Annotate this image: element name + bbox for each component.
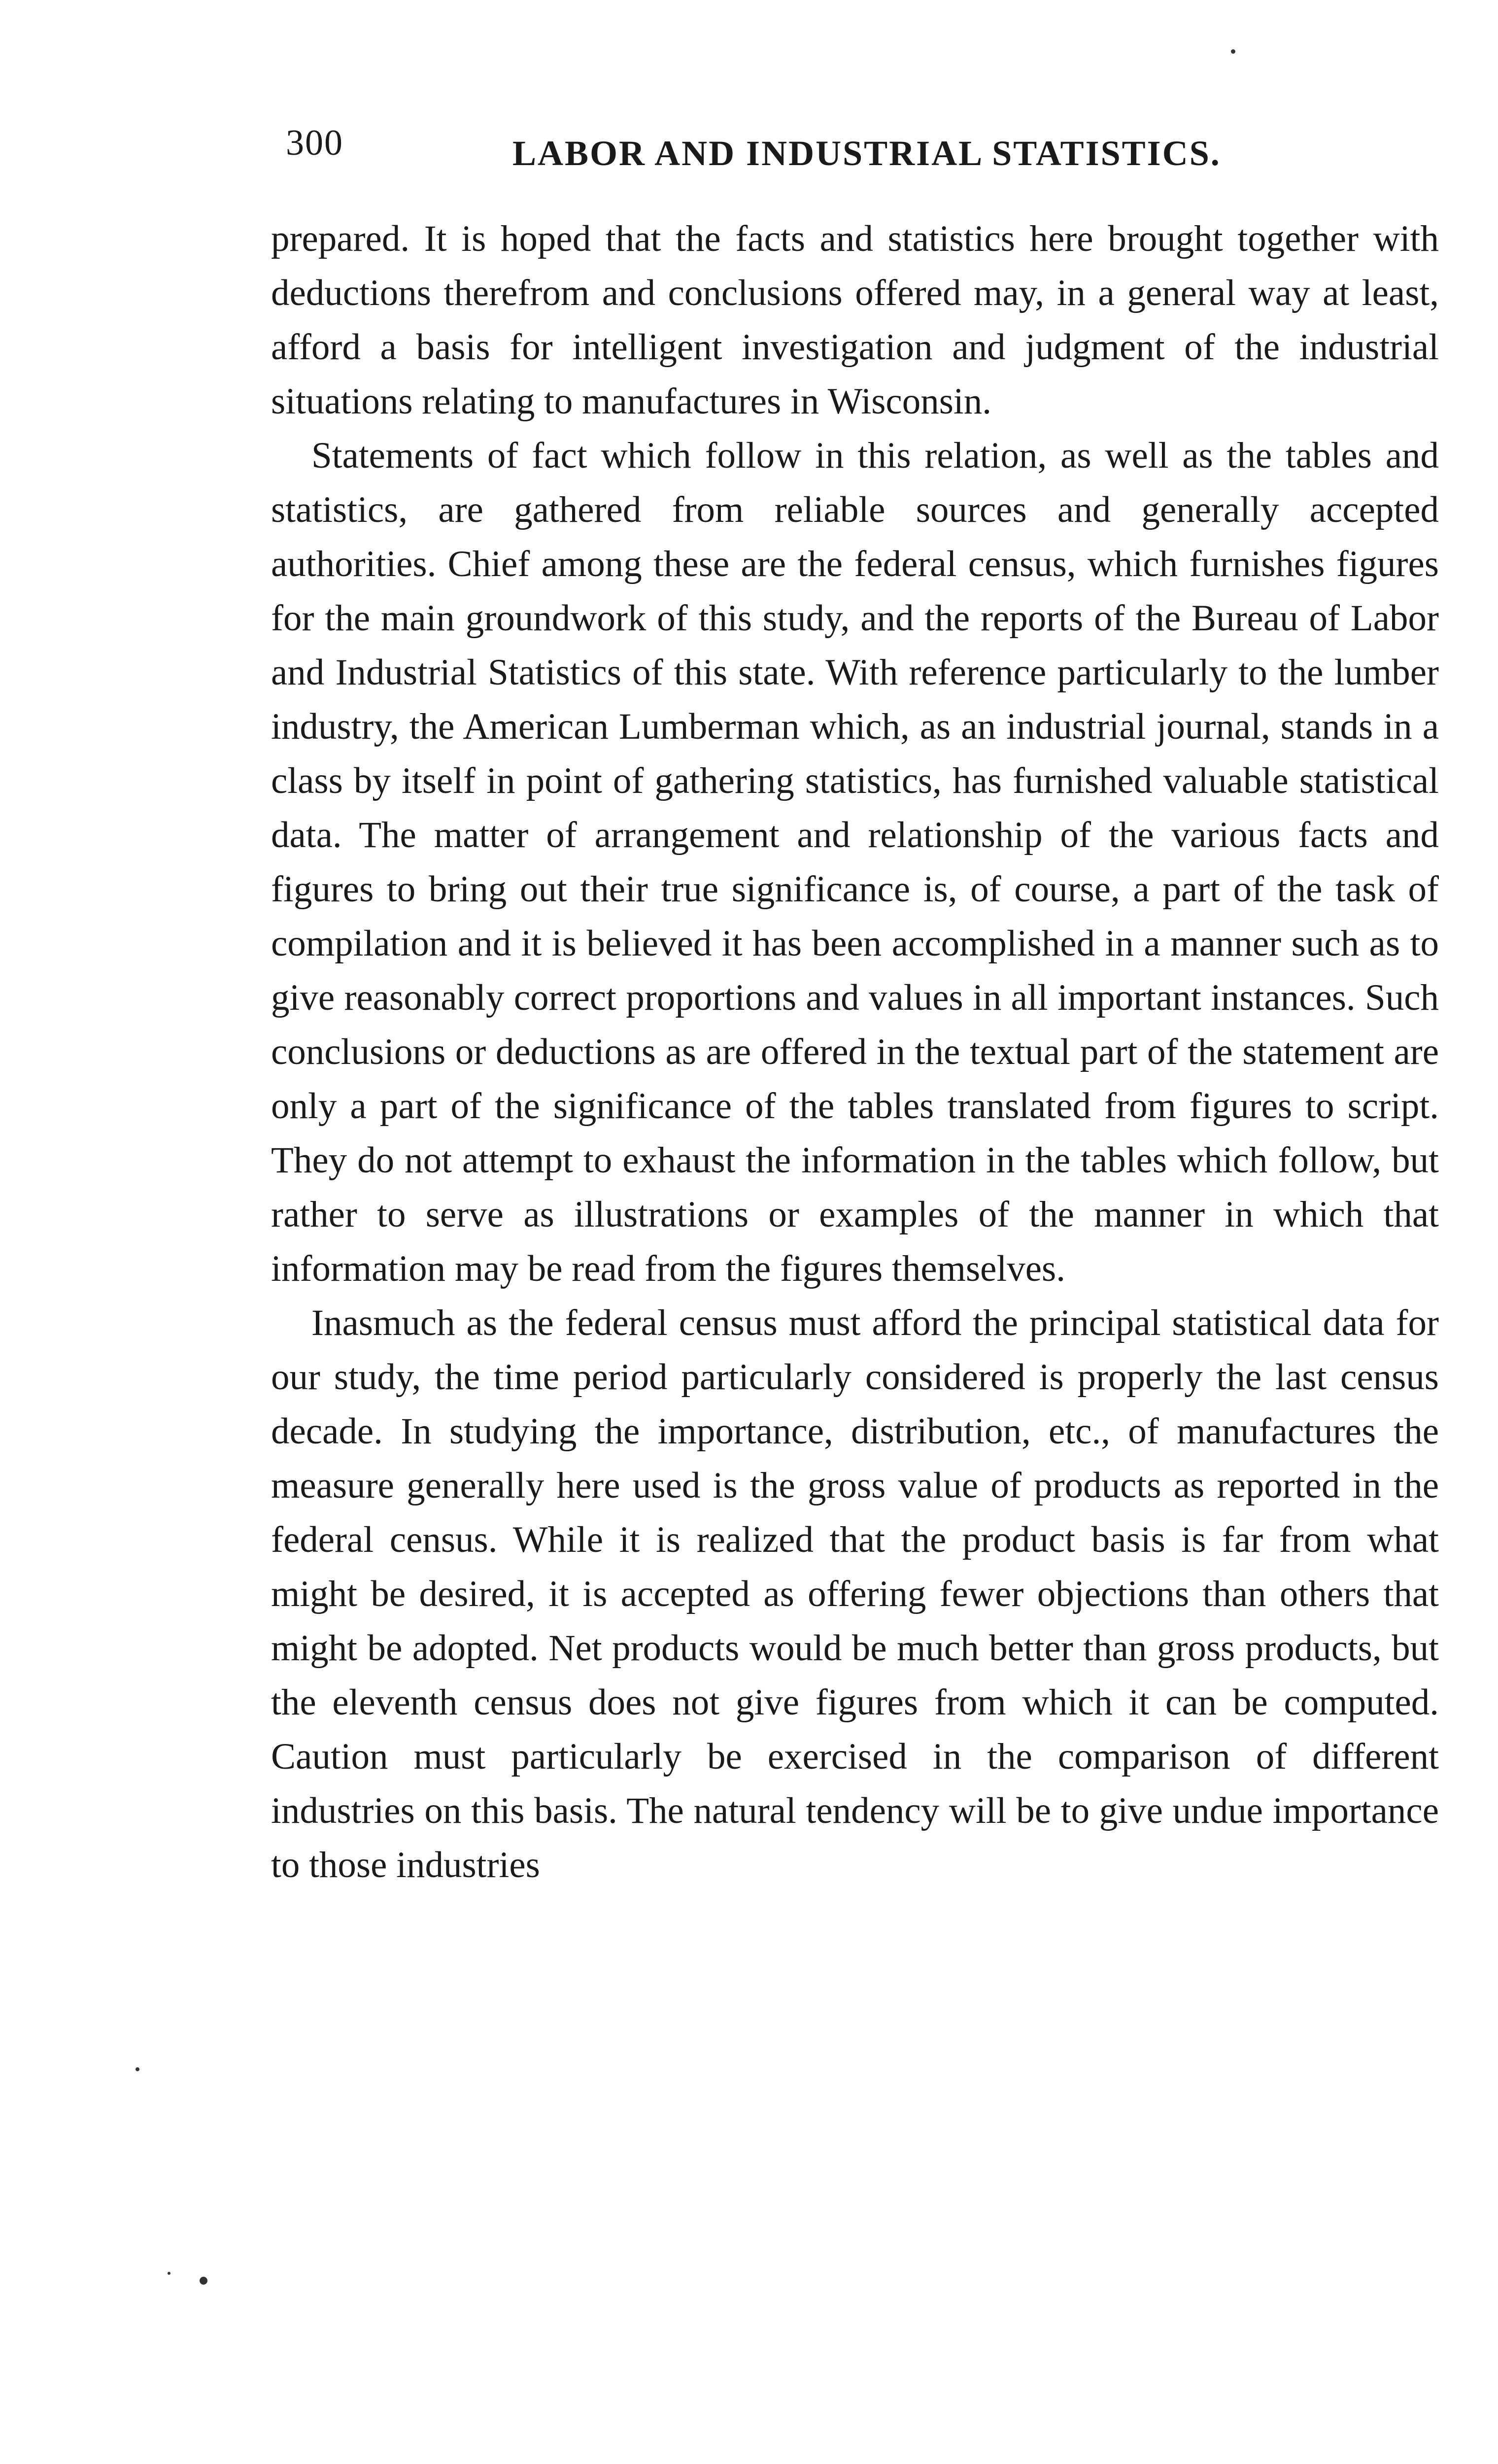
paragraph: Statements of fact which follow in this relation, as well as the tables and statistics, are gathered from reliable sources and generally accepted authorities. Chief among these are the federal census, which furnishes figures for the main groundwork of this study, and the reports of the Bureau of Labor and Industrial Statistics of this state. With reference particularly to the lumber industry, the American Lumberman which, as an industrial journal, stands in a class by itself in point of gathering statistics, has furnished valuable statistical data. The matter of arrangement and relationship of the various facts and figures to bring out their true significance is, of course, a part of the task of compilation and it is believed it has been accomplished in a manner such as to give reasonably correct proportions and values in all important instances. Such conclusions or deductions as are offered in the textual part of the statement are only a part of the significance of the tables translated from figures to script. They do not attempt to exhaust the information in the tables which follow, but rather to serve as illustrations or examples of the manner in which that information may be read from the figures themselves. xyxy=(271,435,1439,1289)
margin-speck xyxy=(168,2272,170,2275)
margin-speck xyxy=(1231,49,1235,54)
running-header xyxy=(286,118,1444,177)
paragraph: Inasmuch as the federal census must afford the principal statistical data for our study, the time period particularly considered is properly the last census decade. In studying the importance, distribution, etc., of manufactures the measure generally here used is the gross value of products as reported in the federal census. While it is realized that the product basis is far from what might be desired, it is accepted as offering fewer objections than others that might be adopted. Net products would be much better than gross products, but the eleventh census does not give figures from which it can be computed. Caution must particularly be exercised in the comparison of different industries on this basis. The natural tendency will be to give undue importance to those industries xyxy=(271,1302,1439,1885)
paragraph-continued: prepared. It is hoped that the facts and statistics here brought together with deductions therefrom and conclusions offered may, in a general way at least, afford a basis for intelligent investigation and judgment of the industrial situations relating to manufactures in Wisconsin. xyxy=(271,218,1439,422)
margin-speck xyxy=(136,2067,139,2071)
page-number: 300 xyxy=(286,123,343,163)
body-text xyxy=(271,212,1439,1892)
running-title: LABOR AND INDUSTRIAL STATISTICS. xyxy=(512,134,1221,173)
margin-speck xyxy=(200,2277,207,2285)
